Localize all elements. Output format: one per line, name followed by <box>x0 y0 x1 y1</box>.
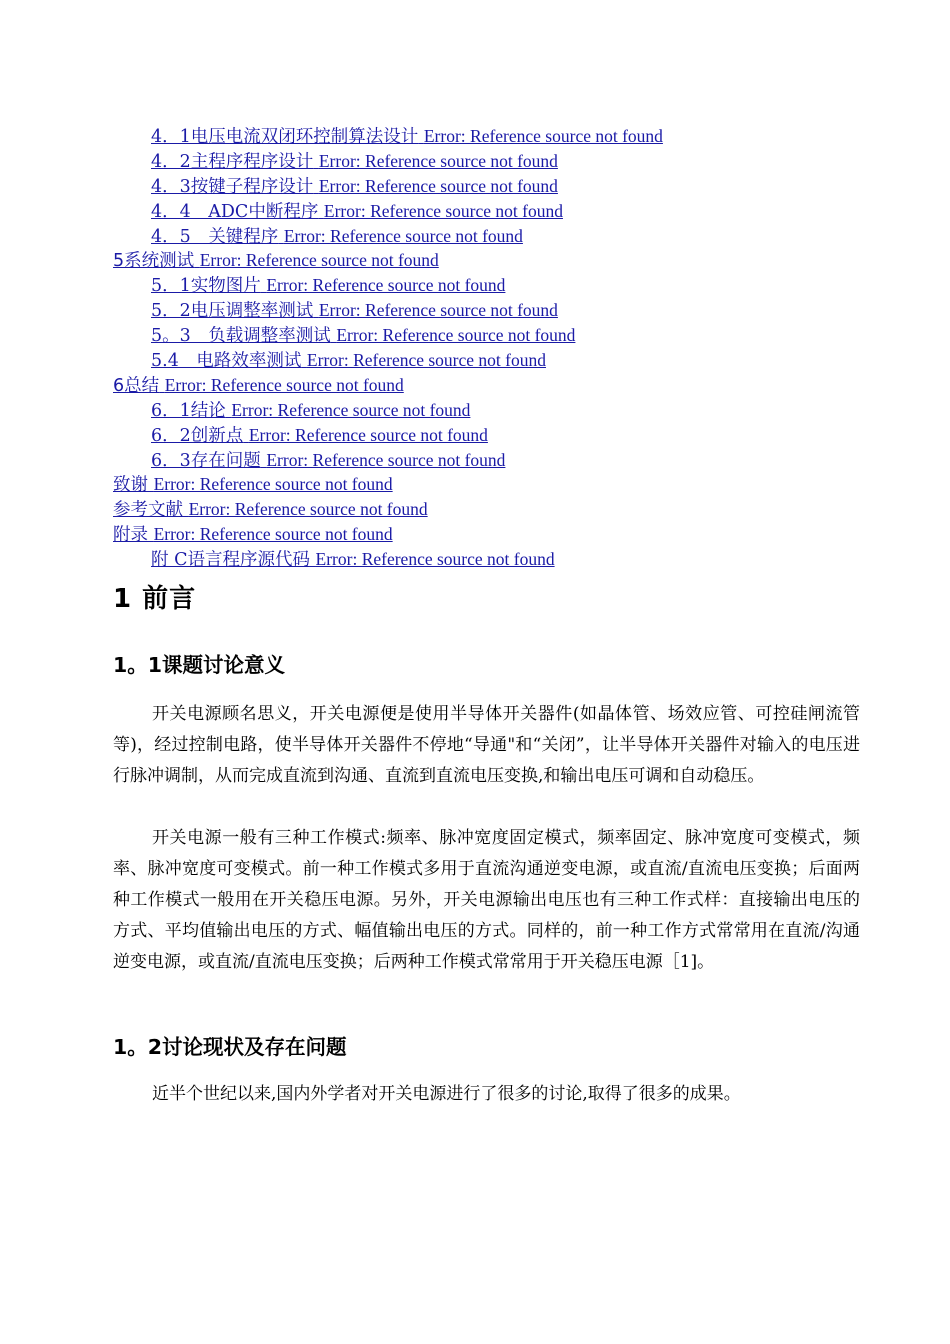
toc-entry-ref: Error: Reference source not found <box>318 300 558 321</box>
toc-entry-title: 4．4 ADC中断程序 <box>151 201 319 222</box>
toc-entry-ref: Error: Reference source not found <box>231 399 471 420</box>
toc-entry-ref: Error: Reference source not found <box>315 549 555 570</box>
toc-entry-title: 参考文献 <box>113 500 183 521</box>
toc-entry-appendix-c[interactable] <box>113 547 873 572</box>
toc-entry-title: 5．1实物图片 <box>151 276 261 297</box>
toc-entry-references[interactable] <box>113 497 873 522</box>
toc-entry-ref: Error: Reference source not found <box>266 449 506 470</box>
toc-entry-ref: Error: Reference source not found <box>336 325 576 346</box>
toc-entry-6-1[interactable] <box>113 398 873 423</box>
toc-entry-title: 5.4 电路效率测试 <box>151 351 302 372</box>
toc-entry-ref: Error: Reference source not found <box>266 275 506 296</box>
toc-entry-title: 5。3 负载调整率测试 <box>151 326 331 347</box>
toc-entry-title: 6．3存在问题 <box>151 450 261 471</box>
toc-entry-ref: Error: Reference source not found <box>283 225 523 246</box>
toc-entry-ref: Error: Reference source not found <box>153 524 393 545</box>
toc-entry-ref: Error: Reference source not found <box>318 150 558 171</box>
toc-entry-6-2[interactable] <box>113 423 873 448</box>
toc-entry-ref: Error: Reference source not found <box>199 250 439 271</box>
toc-entry-ref: Error: Reference source not found <box>423 126 663 146</box>
toc-entry-6[interactable] <box>113 373 873 398</box>
toc-entry-ref: Error: Reference source not found <box>153 474 393 495</box>
toc-entry-5[interactable] <box>113 248 873 273</box>
section-title: 1。2讨论现状及存在问题 <box>113 1035 347 1059</box>
toc-entry-6-3[interactable] <box>113 448 873 473</box>
toc-entry-5-2[interactable] <box>113 298 873 323</box>
toc-entry-ref: Error: Reference source not found <box>323 200 563 221</box>
toc-entry-title: 附 C语言程序源代码 <box>151 550 310 571</box>
section-title: 1。1课题讨论意义 <box>113 653 286 677</box>
toc-entry-5-3[interactable] <box>113 323 873 348</box>
toc-entry-4-3[interactable] <box>113 174 873 199</box>
body-paragraph: 近半个世纪以来,国内外学者对开关电源进行了很多的讨论,取得了很多的成果。 <box>152 1084 741 1104</box>
toc-entry-4-4[interactable] <box>113 199 873 224</box>
toc-entry-title: 5系统测试 <box>113 251 195 272</box>
toc-entry-5-4[interactable] <box>113 348 873 373</box>
toc-entry-title: 4．5 关键程序 <box>151 226 279 247</box>
toc-entry-ref: Error: Reference source not found <box>318 175 558 196</box>
toc-entry-ref: Error: Reference source not found <box>188 499 428 520</box>
toc-entry-4-1[interactable] <box>113 124 873 149</box>
toc-entry-title: 致谢 <box>113 475 148 496</box>
body-paragraph: 开关电源一般有三种工作模式:频率、脉冲宽度固定模式，频率固定、脉冲宽度可变模式，频率、脉冲宽度可变模式。前一种工作模式多用于直流沟通逆变电源，或直流/直流电压变换；后面两种工作模式一般用在开关稳压电源。另外，开关电源输出电压也有三种工作式样：直接输出电压的方式、平均值输出电压的方式、幅值输出电压的方式。同样的，前一种工作方式常常用在直流/沟通逆变电源，或直流/直流电压变换；后两种工作模式常常用于开关稳压电源［1]。 <box>113 828 860 972</box>
toc-entry-4-5[interactable] <box>113 224 873 249</box>
toc-entry-title: 附录 <box>113 525 148 546</box>
toc-entry-ref: Error: Reference source not found <box>306 350 546 371</box>
toc-entry-title: 6总结 <box>113 375 160 396</box>
toc-entry-ref: Error: Reference source not found <box>164 374 404 395</box>
table-of-contents <box>113 124 873 572</box>
body-paragraph: 开关电源顾名思义，开关电源便是使用半导体开关器件(如晶体管、场效应管、可控硅闸流管等)，经过控制电路，使半导体开关器件不停地“导通"和“关闭”，让半导体开关器件对输入的电压进行脉冲调制，从而完成直流到沟通、直流到直流电压变换,和输出电压可调和自动稳压。 <box>113 704 860 786</box>
toc-entry-title: 4．3按键子程序设计 <box>151 176 314 197</box>
chapter-title: 1 前言 <box>113 584 197 614</box>
toc-entry-title: 6．2创新点 <box>151 425 244 446</box>
toc-entry-title: 4．1电压电流双闭环控制算法设计 <box>151 127 419 147</box>
toc-entry-5-1[interactable] <box>113 273 873 298</box>
toc-entry-ref: Error: Reference source not found <box>248 424 488 445</box>
toc-entry-title: 5．2电压调整率测试 <box>151 301 314 322</box>
toc-entry-acknowledgements[interactable] <box>113 472 873 497</box>
toc-entry-title: 4．2主程序程序设计 <box>151 151 314 172</box>
toc-entry-appendix[interactable] <box>113 522 873 547</box>
toc-entry-4-2[interactable] <box>113 149 873 174</box>
toc-entry-title: 6．1结论 <box>151 400 226 421</box>
